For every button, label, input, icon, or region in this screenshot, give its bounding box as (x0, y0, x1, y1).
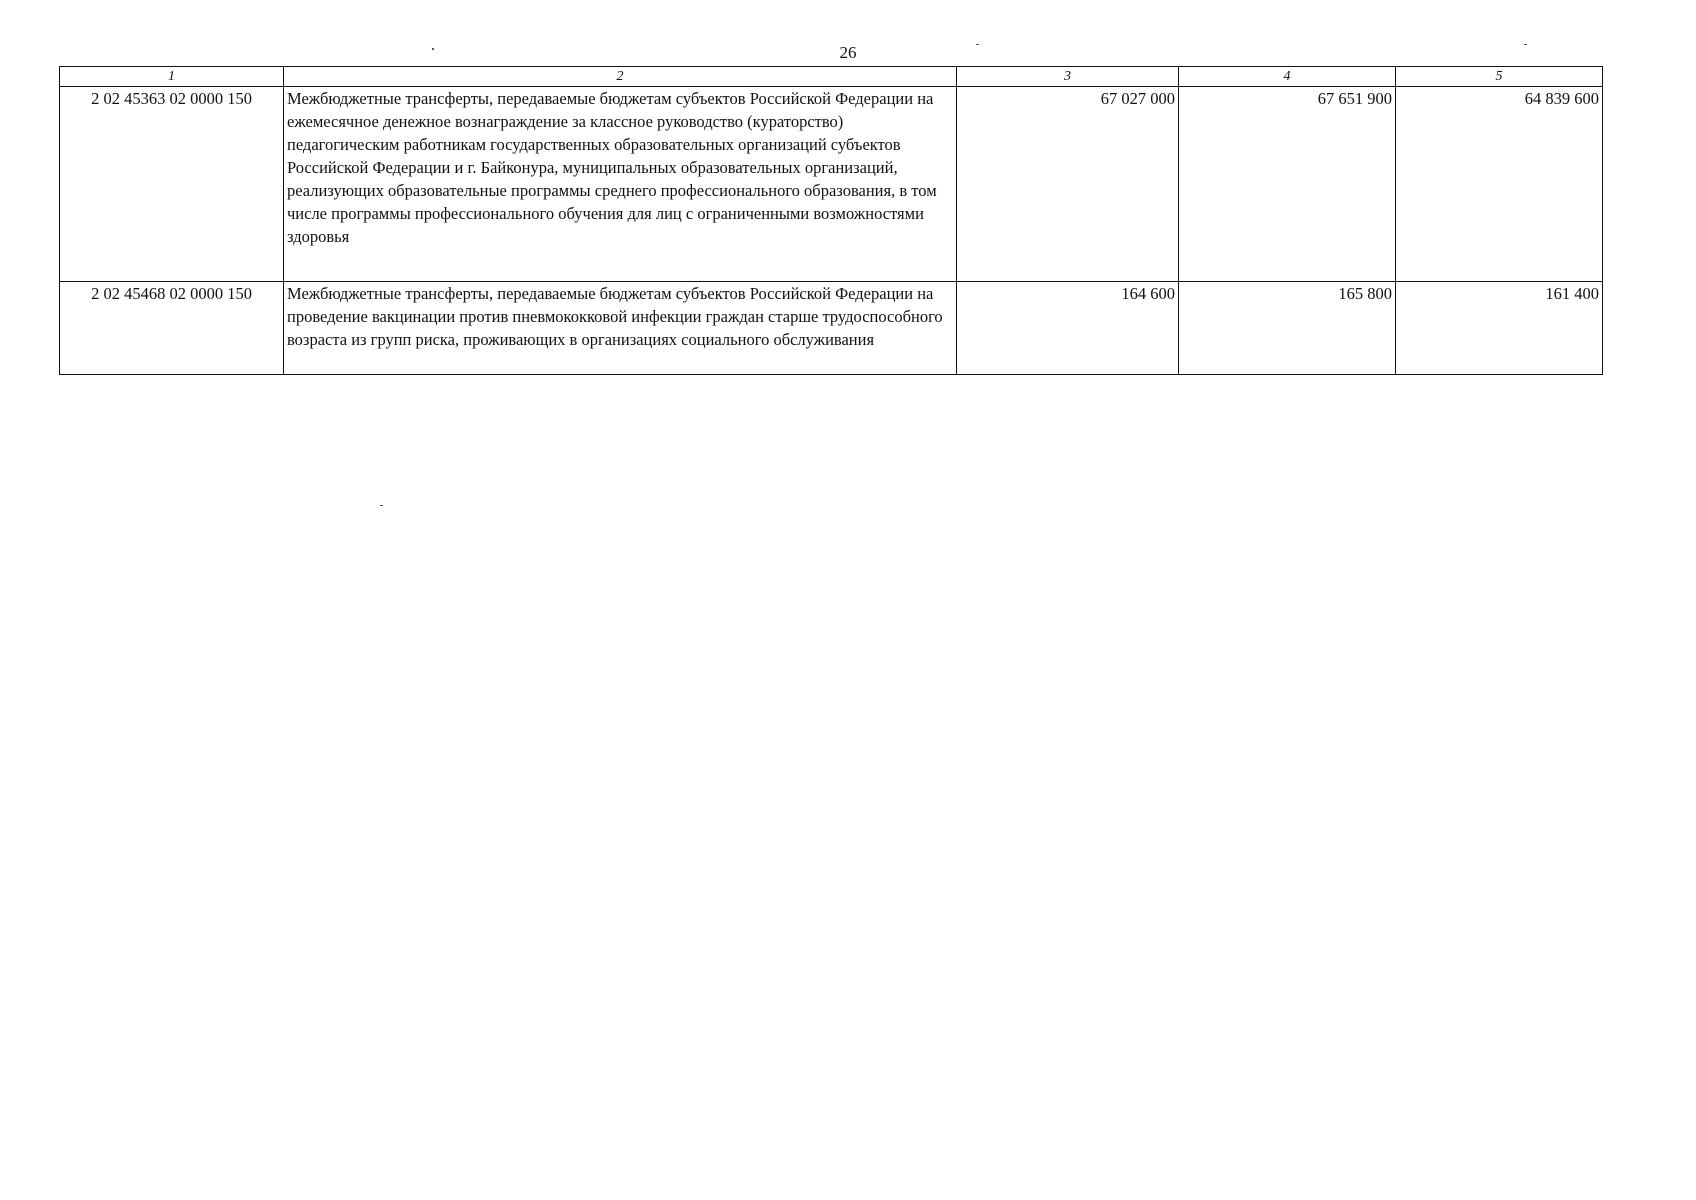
table-row (60, 282, 1603, 375)
budget-code-cell: 2 02 45468 02 0000 150 (60, 282, 284, 375)
scan-speck (976, 44, 979, 45)
budget-code-cell: 2 02 45363 02 0000 150 (60, 87, 284, 282)
amount-col3-cell: 67 027 000 (957, 87, 1179, 282)
column-header-4: 4 (1179, 67, 1396, 87)
description-cell: Межбюджетные трансферты, передаваемые бюджетам субъектов Российской Федерации на ежемесячное денежное вознаграждение за классное руководство (кураторство) педагогическим работникам государственных образовательных организаций субъектов Российской Федерации и г. Байконура, муниципальных образовательных организаций, реализующих образовательные программы среднего профессионального образования, в том числе программы профессионального обучения для лиц с ограниченными возможностями здоровья (284, 87, 957, 282)
budget-table (59, 66, 1603, 375)
amount-col3-cell: 164 600 (957, 282, 1179, 375)
amount-col4-cell: 165 800 (1179, 282, 1396, 375)
amount-col4-cell: 67 651 900 (1179, 87, 1396, 282)
column-header-1: 1 (60, 67, 284, 87)
page-number: 26 (839, 43, 857, 62)
table-header-row (60, 67, 1603, 87)
amount-col5-cell: 64 839 600 (1396, 87, 1603, 282)
scan-speck (1524, 44, 1527, 45)
description-cell: Межбюджетные трансферты, передаваемые бюджетам субъектов Российской Федерации на проведение вакцинации против пневмококковой инфекции граждан старше трудоспособного возраста из групп риска, проживающих в организациях социального обслуживания (284, 282, 957, 375)
column-header-5: 5 (1396, 67, 1603, 87)
table-row (60, 87, 1603, 282)
column-header-3: 3 (957, 67, 1179, 87)
scan-speck (380, 505, 383, 506)
scan-speck (432, 48, 434, 50)
column-header-2: 2 (284, 67, 957, 87)
amount-col5-cell: 161 400 (1396, 282, 1603, 375)
